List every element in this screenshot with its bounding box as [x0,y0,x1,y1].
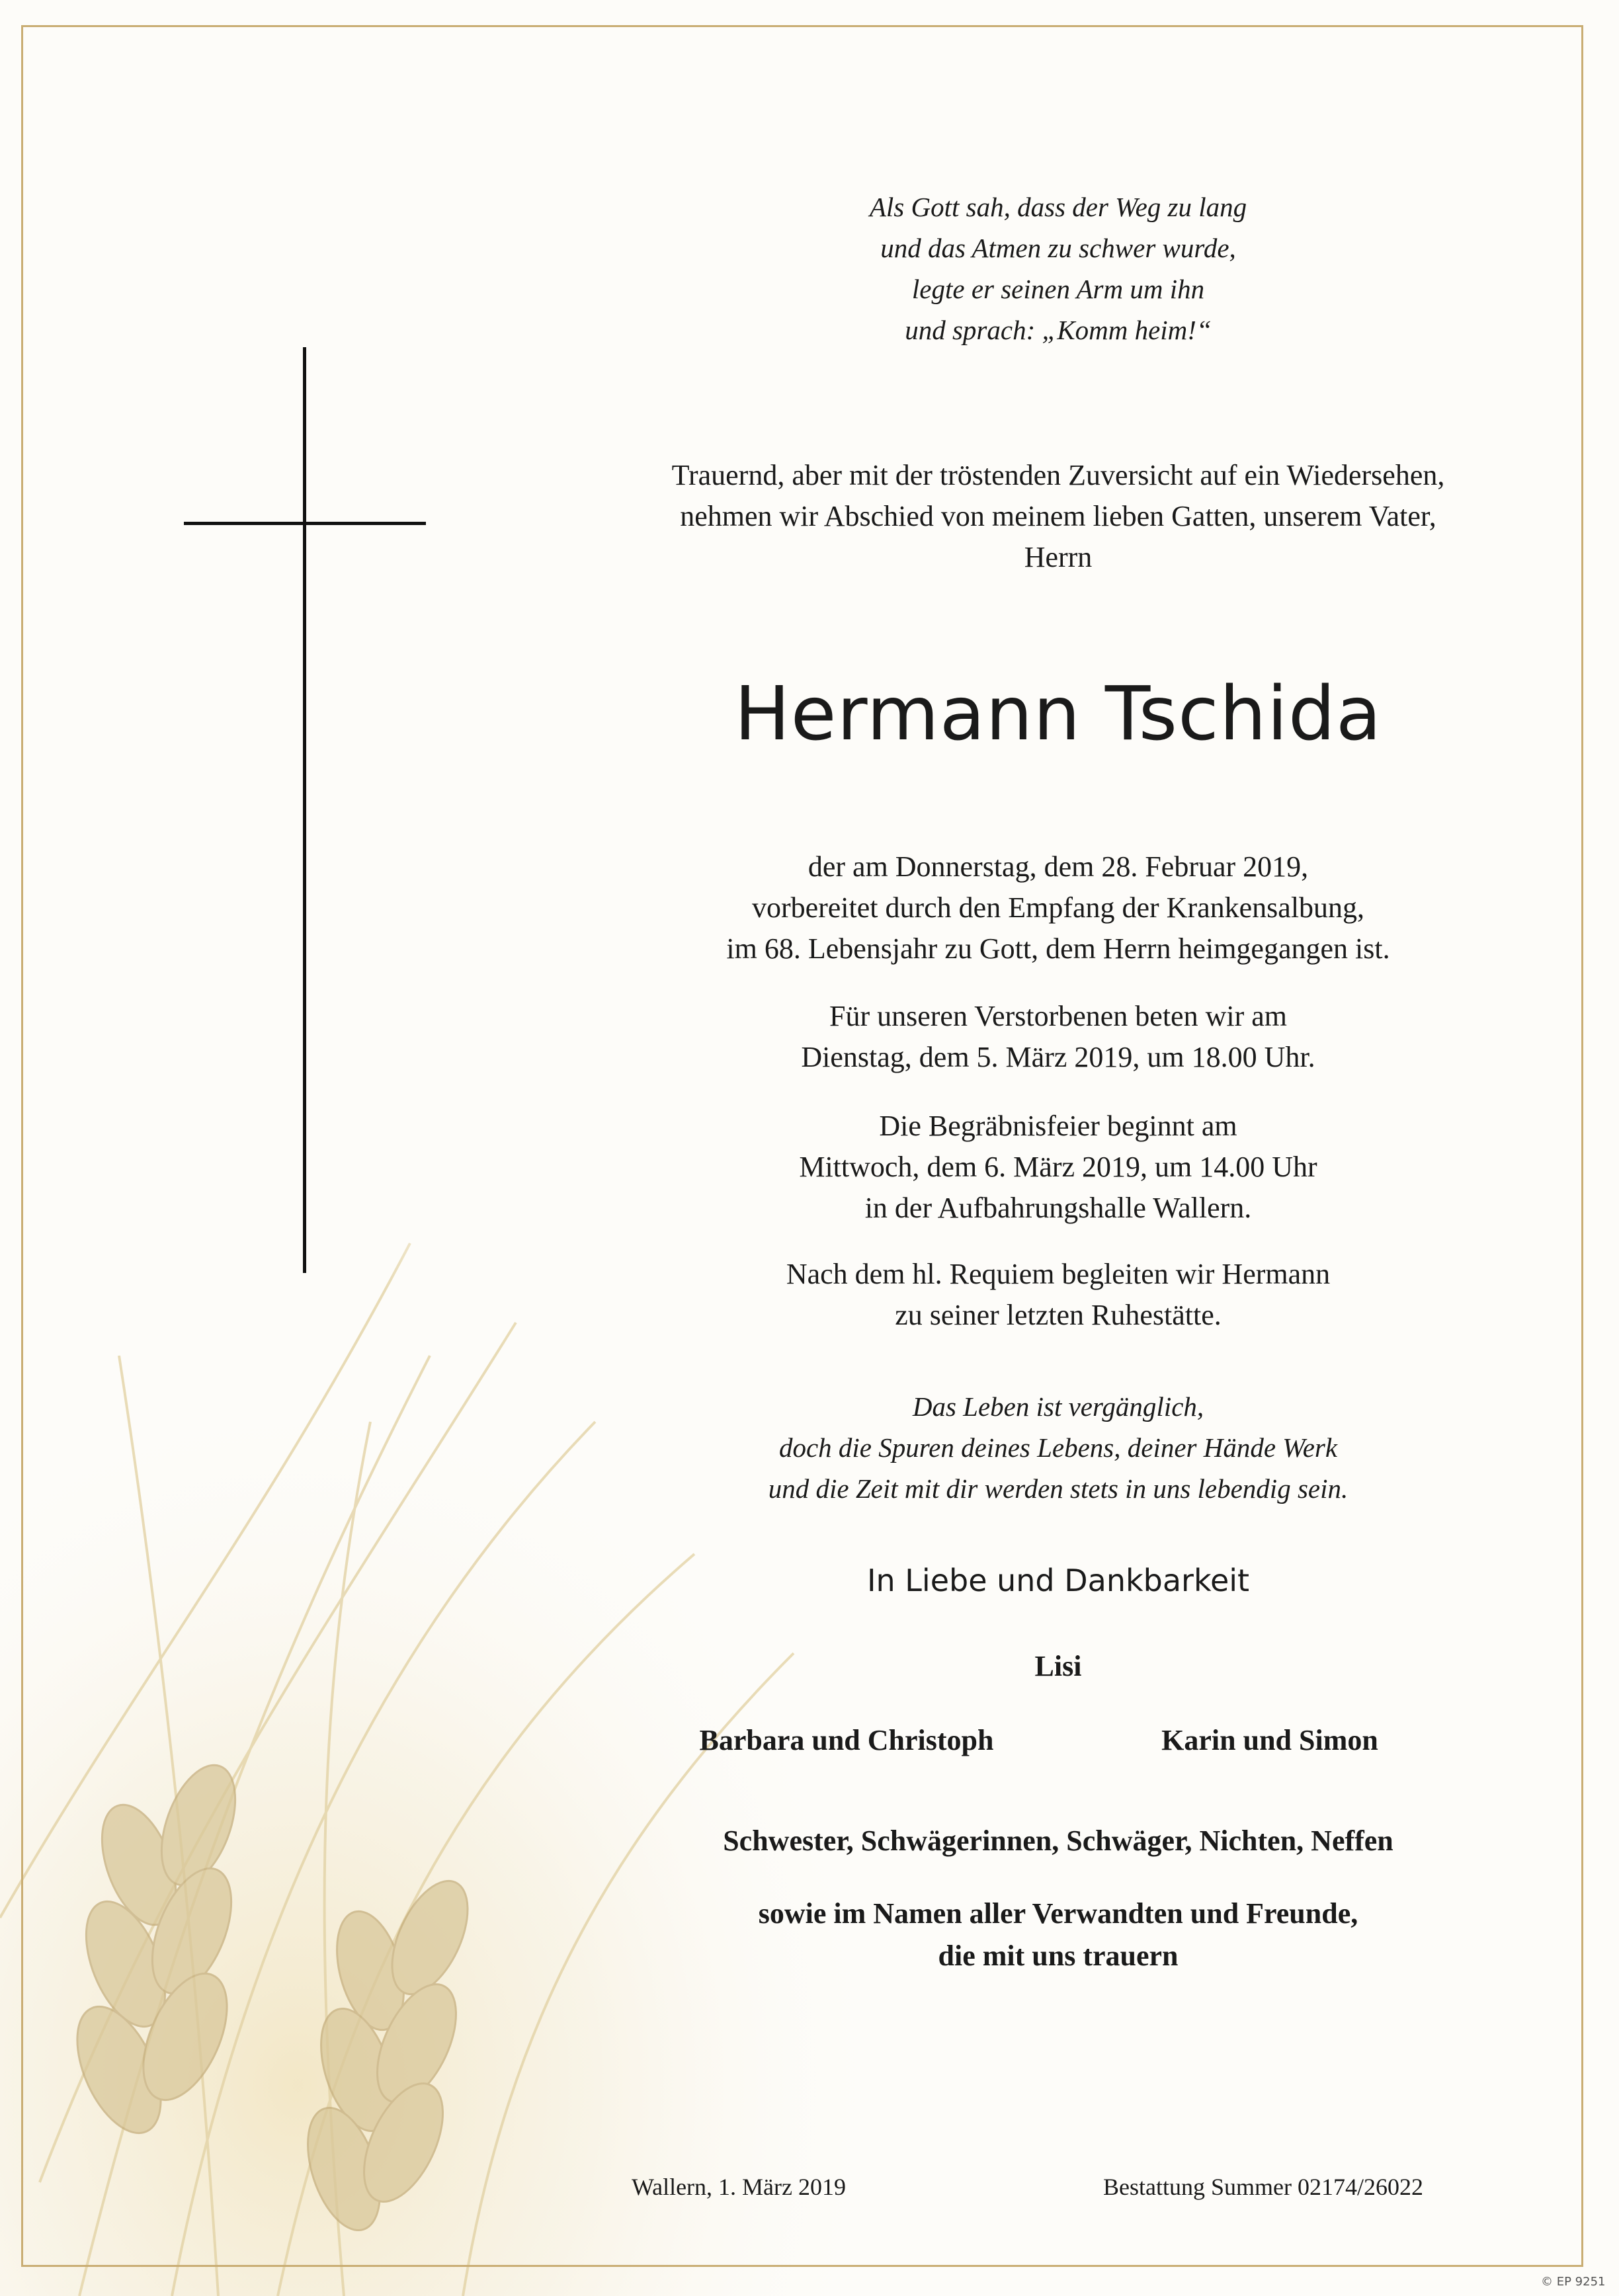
cross-horizontal-bar [184,522,426,525]
poem-line: legte er seinen Arm um ihn [911,274,1205,304]
prayer-line: Für unseren Verstorbenen beten wir am [829,1000,1287,1032]
motto-line: Das Leben ist vergänglich, [912,1391,1204,1422]
child-right-name: Karin und Simon [1161,1724,1378,1756]
closing-mourners-line: die mit uns trauern [938,1940,1179,1972]
prayer-line: Dienstag, dem 5. März 2019, um 18.00 Uhr. [801,1041,1315,1073]
poem-line: Als Gott sah, dass der Weg zu lang [869,192,1247,222]
intro-line: Trauernd, aber mit der tröstenden Zuversicht auf ein Wiedersehen, [671,459,1445,491]
funeral-notice [569,1106,1548,1229]
motto-line: und die Zeit mit dir werden stets in uns lebendig sein. [768,1473,1349,1504]
footer-code: © EP 9251 [1541,2275,1606,2289]
intro-line: Herrn [1024,541,1093,573]
footer-place-date: Wallern, 1. März 2019 [632,2174,846,2200]
footer-undertaker: Bestattung Summer 02174/26022 [1103,2174,1423,2200]
poem-line: und das Atmen zu schwer wurde, [880,233,1236,263]
requiem-line: zu seiner letzten Ruhestätte. [895,1299,1222,1331]
poem-line: und sprach: „Komm heim!“ [905,315,1212,345]
requiem-notice [569,1254,1548,1336]
relatives-line: Schwester, Schwägerinnen, Schwäger, Nichten, Neffen [723,1824,1393,1857]
death-line: der am Donnerstag, dem 28. Februar 2019, [808,850,1309,883]
funeral-line: Die Begräbnisfeier beginnt am [879,1110,1237,1142]
deceased-name: Hermann Tschida [734,671,1382,757]
spouse-name: Lisi [1034,1650,1082,1682]
child-right-block [1098,1719,1442,1762]
cross-vertical-bar [303,347,306,1273]
funeral-line: in der Aufbahrungshalle Wallern. [864,1192,1252,1224]
motto-line: doch die Spuren deines Lebens, deiner Hände Werk [778,1432,1338,1463]
opening-poem [569,186,1548,350]
intro-text [569,455,1548,578]
intro-line: nehmen wir Abschied von meinem lieben Gatten, unserem Vater, [680,500,1436,532]
child-left-block [635,1719,1058,1762]
closing-mourners-line: sowie im Namen aller Verwandten und Freunde, [758,1897,1358,1930]
closing-mourners-block [569,1893,1548,1977]
love-and-gratitude: In Liebe und Dankbarkeit [866,1563,1250,1598]
prayer-notice [569,996,1548,1078]
death-notice [569,846,1548,969]
funeral-line: Mittwoch, dem 6. März 2019, um 14.00 Uhr [799,1151,1317,1183]
spouse-name-block [569,1645,1548,1688]
closing-motto [569,1386,1548,1509]
requiem-line: Nach dem hl. Requiem begleiten wir Hermann [786,1258,1331,1290]
death-line: vorbereitet durch den Empfang der Krankensalbung, [751,891,1365,924]
child-left-name: Barbara und Christoph [699,1724,994,1756]
relatives-block [569,1820,1548,1862]
death-line: im 68. Lebensjahr zu Gott, dem Herrn heimgegangen ist. [726,932,1390,965]
